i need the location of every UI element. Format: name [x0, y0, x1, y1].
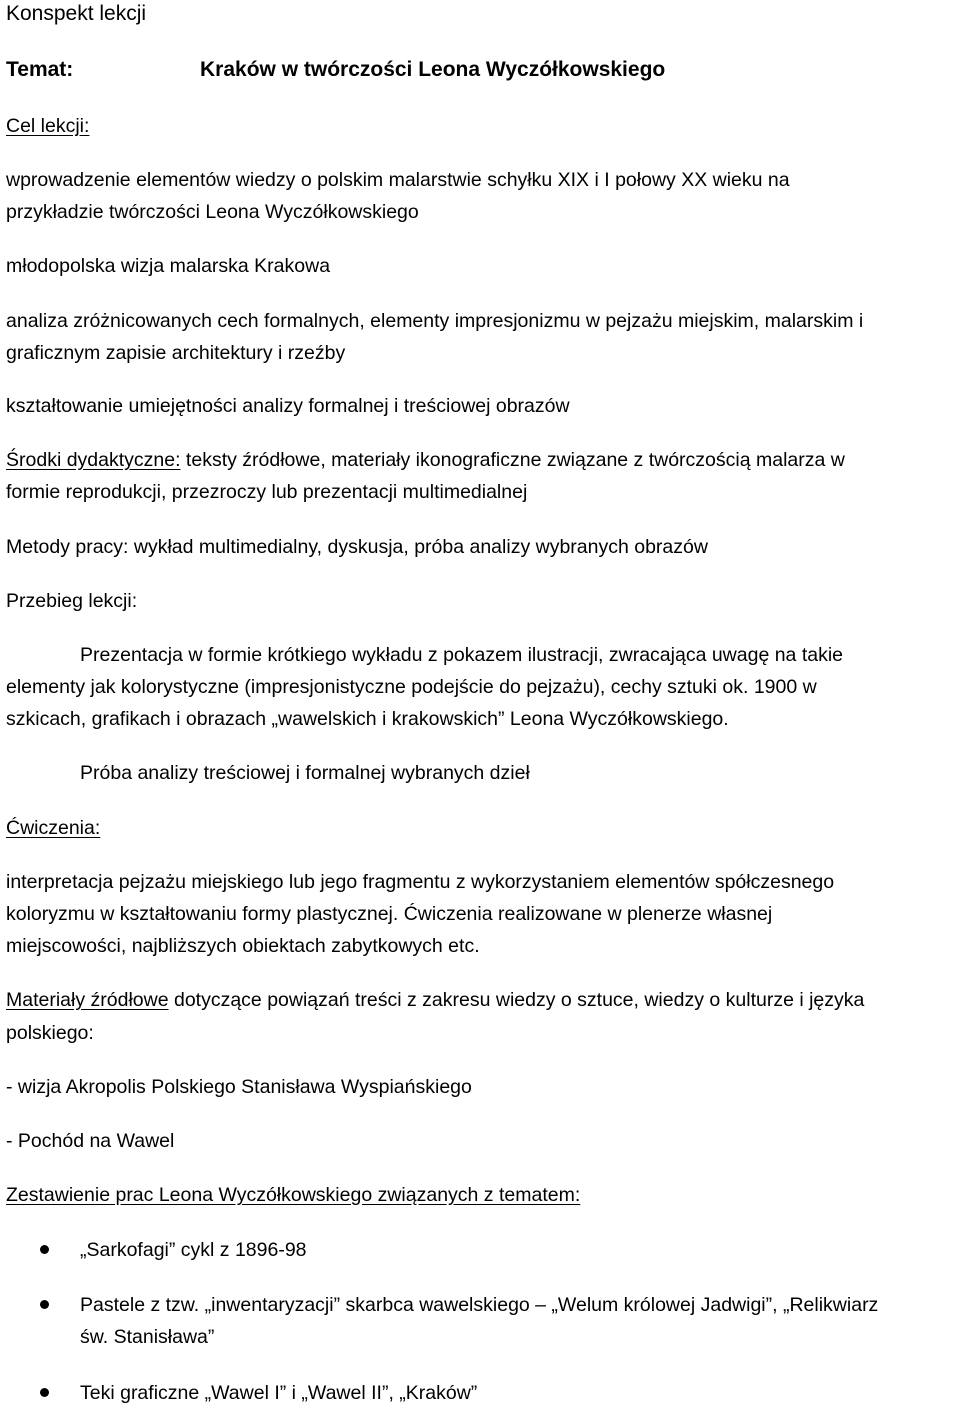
work-item-3: Teki graficzne „Wawel I” i „Wawel II”, „Kraków” — [80, 1382, 478, 1404]
work-item-2-line-1: Pastele z tzw. „inwentaryzacji” skarbca wawelskiego – „Welum królowej Jadwigi”, „Relikwiarz — [80, 1294, 879, 1316]
methods: Metody pracy: wykład multimedialny, dyskusja, próba analizy wybranych obrazów — [6, 536, 708, 558]
source-item-2: - Pochód na Wawel — [6, 1130, 175, 1152]
means-text: teksty źródłowe, materiały ikonograficzne związane z twórczością malarza w — [180, 449, 845, 471]
works-label: Zestawienie prac Leona Wyczółkowskiego związanych z tematem: — [6, 1184, 581, 1206]
goal-4: kształtowanie umiejętności analizy formalnej i treściowej obrazów — [6, 395, 570, 417]
goals-label: Cel lekcji: — [6, 115, 90, 137]
sources-text: dotyczące powiązań treści z zakresu wiedzy o sztuce, wiedzy o kulturze i języka — [168, 989, 865, 1011]
sources-label: Materiały źródłowe — [6, 989, 169, 1011]
course-paragraph-line-1: Prezentacja w formie krótkiego wykładu z pokazem ilustracji, zwracająca uwagę na takie — [80, 644, 844, 666]
topic-value: Kraków w twórczości Leona Wyczółkowskiego — [200, 58, 666, 81]
means-line-2: formie reprodukcji, przezroczy lub prezentacji multimedialnej — [6, 481, 528, 503]
exercises-line-2: koloryzmu w kształtowaniu formy plastycznej. Ćwiczenia realizowane w plenerze własnej — [6, 903, 773, 925]
page-header: Konspekt lekcji — [6, 2, 147, 25]
course-paragraph-line-3: szkicach, grafikach i obrazach „wawelskich i krakowskich” Leona Wyczółkowskiego. — [6, 708, 729, 730]
goal-2: młodopolska wizja malarska Krakowa — [6, 255, 331, 277]
topic-label: Temat: — [6, 58, 74, 81]
course-label: Przebieg lekcji: — [6, 590, 138, 612]
work-item-1: „Sarkofagi” cykl z 1896-98 — [80, 1239, 307, 1261]
exercises-line-1: interpretacja pejzażu miejskiego lub jego fragmentu z wykorzystaniem elementów spółczesnego — [6, 871, 835, 893]
bullet-3 — [40, 1388, 49, 1397]
means-label: Środki dydaktyczne: — [6, 449, 181, 471]
goal-3-line-1: analiza zróżnicowanych cech formalnych, elementy impresjonizmu w pejzażu miejskim, malarskim i — [6, 310, 864, 332]
course-paragraph-line-2: elementy jak kolorystyczne (impresjonistyczne podejście do pejzażu), cechy sztuki ok. 1900 w — [6, 676, 817, 698]
goal-1-line-2: przykładzie twórczości Leona Wyczółkowskiego — [6, 201, 419, 223]
goal-3-line-2: graficznym zapisie architektury i rzeźby — [6, 342, 346, 364]
exercises-line-3: miejscowości, najbliższych obiektach zabytkowych etc. — [6, 935, 480, 957]
work-item-2-line-2: św. Stanisława” — [80, 1326, 215, 1348]
sources-line-1 — [6, 988, 864, 1012]
bullet-2 — [40, 1300, 49, 1309]
source-item-1: - wizja Akropolis Polskiego Stanisława Wyspiańskiego — [6, 1076, 472, 1098]
means-line-1 — [6, 448, 845, 472]
sources-line-2: polskiego: — [6, 1022, 94, 1044]
bullet-1 — [40, 1245, 49, 1254]
course-second: Próba analizy treściowej i formalnej wybranych dzieł — [80, 762, 530, 784]
goal-1-line-1: wprowadzenie elementów wiedzy o polskim malarstwie schyłku XIX i I połowy XX wieku na — [6, 169, 790, 191]
exercises-label: Ćwiczenia: — [6, 817, 101, 839]
